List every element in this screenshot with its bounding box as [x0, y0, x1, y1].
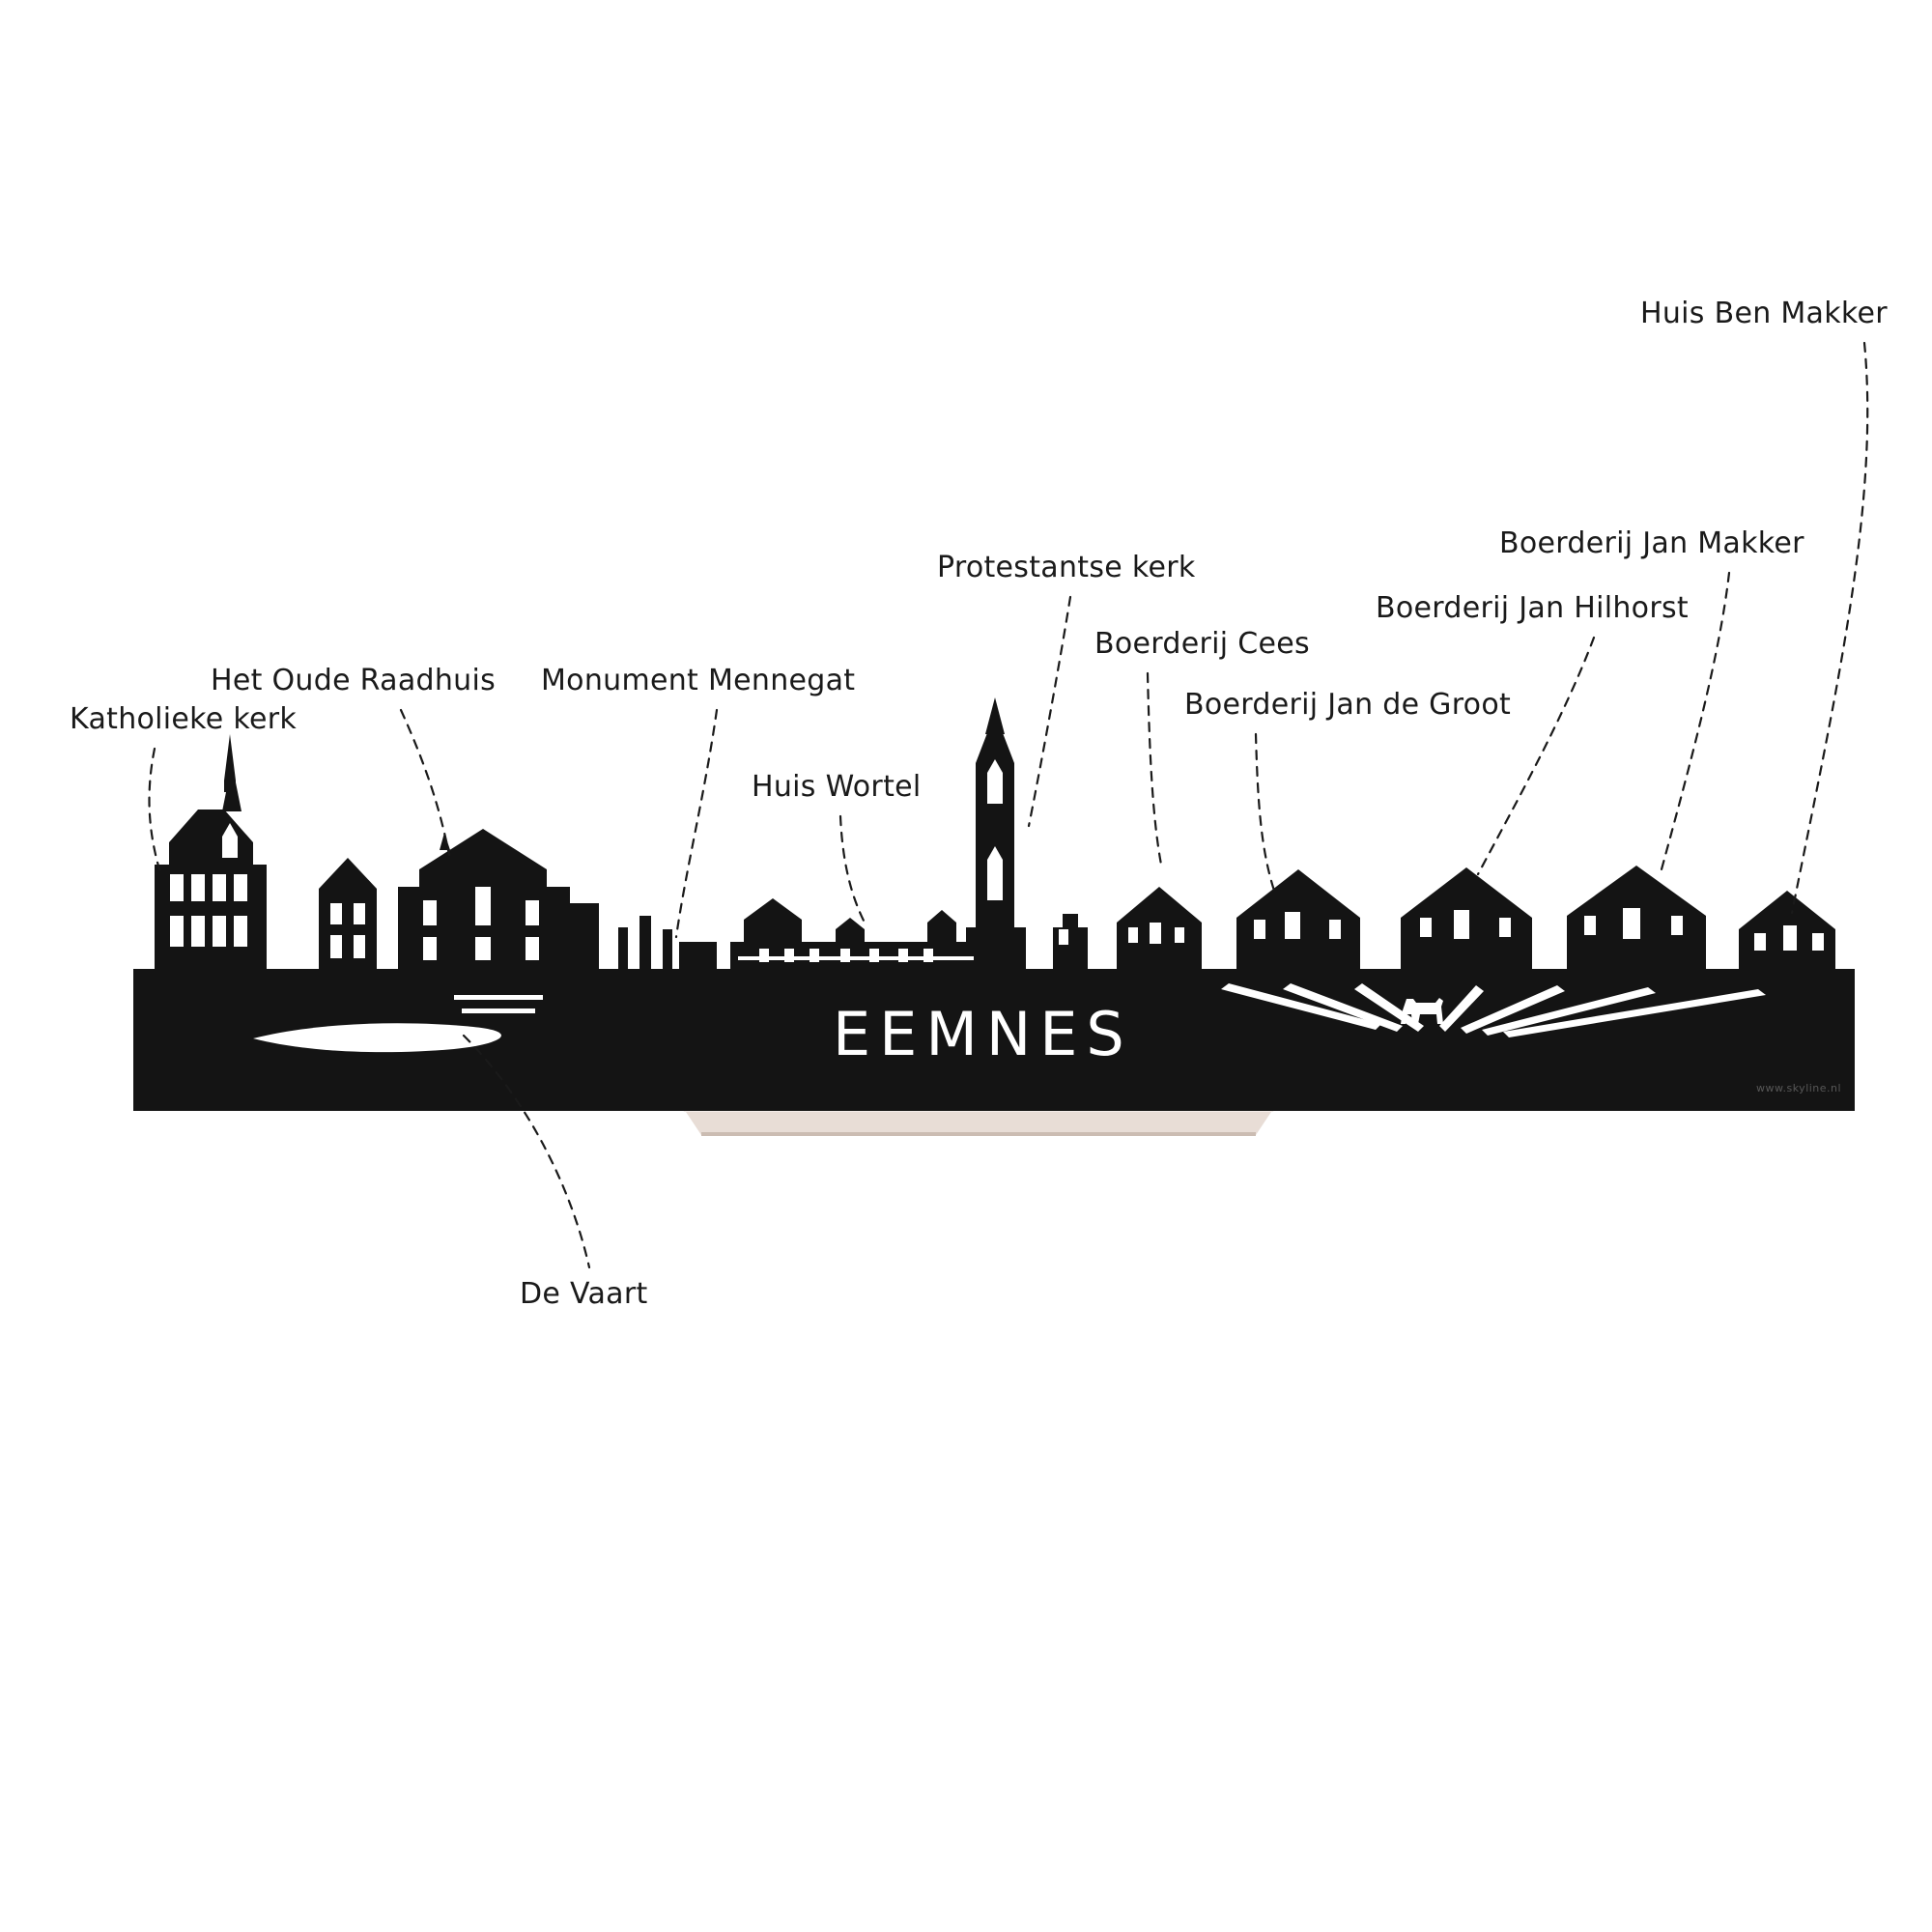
city-name-text: EEMNES	[833, 999, 1133, 1069]
callout-label-boerderij-jan-de-groot: Boerderij Jan de Groot	[1184, 687, 1512, 722]
callout-label-boerderij-cees: Boerderij Cees	[1094, 626, 1310, 661]
leader-line-boerderij-cees	[1148, 673, 1162, 869]
leader-line-boerderij-jan-de-groot	[1256, 734, 1275, 894]
watermark-text: www.skyline.nl	[1756, 1082, 1842, 1094]
leader-line-protestantse-kerk	[1029, 597, 1070, 826]
leader-line-boerderij-jan-hilhorst	[1478, 638, 1594, 874]
callout-label-huis-wortel: Huis Wortel	[752, 769, 922, 804]
callout-label-boerderij-jan-hilhorst: Boerderij Jan Hilhorst	[1376, 590, 1689, 625]
leader-line-katholieke-kerk	[150, 749, 159, 869]
leader-line-huis-ben-makker	[1792, 343, 1867, 913]
leader-line-het-oude-raadhuis	[401, 710, 449, 855]
callout-label-huis-ben-makker: Huis Ben Makker	[1640, 296, 1888, 330]
callout-label-protestantse-kerk: Protestantse kerk	[937, 550, 1196, 584]
callout-label-het-oude-raadhuis: Het Oude Raadhuis	[211, 663, 497, 697]
callout-label-de-vaart: De Vaart	[520, 1276, 648, 1311]
leader-line-huis-wortel	[840, 816, 865, 923]
leader-line-monument-mennegat	[676, 710, 717, 937]
callout-label-boerderij-jan-makker: Boerderij Jan Makker	[1499, 526, 1804, 560]
callout-label-monument-mennegat: Monument Mennegat	[541, 663, 856, 697]
callout-label-katholieke-kerk: Katholieke kerk	[70, 701, 298, 736]
